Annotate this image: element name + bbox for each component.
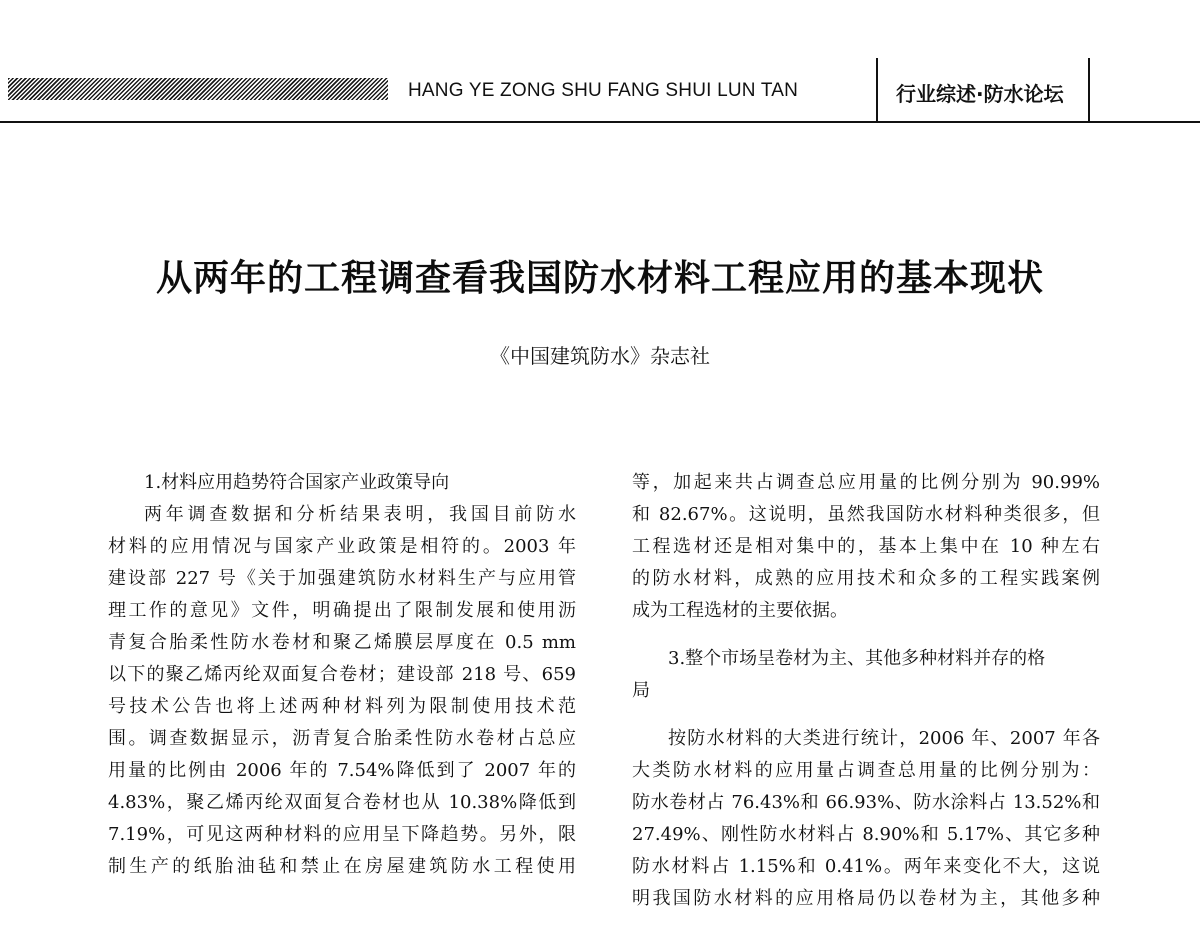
paragraph-line: 材料的应用情况与国家产业政策是相符的。2003 年 (108, 536, 576, 557)
paragraph-line: 制生产的纸胎油毡和禁止在房屋建筑防水工程使用 (108, 856, 576, 877)
header-divider (876, 58, 878, 122)
paragraph-line: 建设部 227 号《关于加强建筑防水材料生产与应用管 (108, 568, 576, 589)
paragraph-line: 成为工程选材的主要依据。 (632, 600, 848, 621)
paragraph-gap (632, 627, 1100, 643)
paragraph-line: 青复合胎柔性防水卷材和聚乙烯膜层厚度在 0.5 mm (108, 632, 576, 653)
paragraph-line: 工程选材还是相对集中的，基本上集中在 10 种左右 (632, 536, 1100, 557)
paragraph-line: 明我国防水材料的应用格局仍以卷材为主，其他多种 (632, 888, 1100, 909)
paragraph-line: 的防水材料，成熟的应用技术和众多的工程实践案例 (632, 568, 1100, 589)
page-header (0, 0, 1200, 130)
paragraph-line: 防水卷材占 76.43%和 66.93%、防水涂料占 13.52%和 (632, 792, 1100, 813)
paragraph-line: 号技术公告也将上述两种材料列为限制使用技术范 (108, 696, 576, 717)
paragraph-line: 围。调查数据显示，沥青复合胎柔性防水卷材占总应 (108, 728, 576, 749)
right-column (632, 467, 1100, 915)
header-divider-right (1088, 58, 1090, 122)
paragraph-line: 以下的聚乙烯丙纶双面复合卷材；建设部 218 号、659 (108, 664, 576, 685)
paragraph-line: 防水材料占 1.15%和 0.41%。两年来变化不大，这说 (632, 856, 1100, 877)
paragraph-line: 两年调查数据和分析结果表明，我国目前防水 (144, 504, 576, 525)
article-byline: 《中国建筑防水》杂志社 (490, 344, 710, 368)
article-title: 从两年的工程调查看我国防水材料工程应用的基本现状 (155, 257, 1044, 299)
paragraph-line: 等，加起来共占调查总应用量的比例分别为 90.99% (632, 472, 1100, 493)
header-hatch-decoration (8, 78, 388, 100)
paragraph-gap (632, 707, 1100, 723)
paragraph-line: 用量的比例由 2006 年的 7.54%降低到了 2007 年的 (108, 760, 576, 781)
paragraph-line: 和 82.67%。这说明，虽然我国防水材料种类很多，但 (632, 504, 1100, 525)
paragraph-line: 27.49%、刚性防水材料占 8.90%和 5.17%、其它多种 (632, 824, 1100, 845)
section-heading-1: 1.材料应用趋势符合国家产业政策导向 (144, 472, 450, 493)
paragraph-line: 大类防水材料的应用量占调查总用量的比例分别为： (632, 760, 1100, 781)
paragraph-line: 4.83%，聚乙烯丙纶双面复合卷材也从 10.38%降低到 (108, 792, 576, 813)
section-heading-3: 3.整个市场呈卷材为主、其他多种材料并存的格 (668, 648, 1046, 669)
section-heading-3-continued: 局 (632, 680, 650, 701)
header-rule (0, 121, 1200, 123)
header-section-chinese: 行业综述·防水论坛 (896, 82, 1064, 106)
header-section-english: HANG YE ZONG SHU FANG SHUI LUN TAN (408, 80, 799, 101)
left-column (108, 467, 576, 883)
paragraph-line: 7.19%，可见这两种材料的应用呈下降趋势。另外，限 (108, 824, 576, 845)
paragraph-line: 理工作的意见》文件，明确提出了限制发展和使用沥 (108, 600, 576, 621)
paragraph-line: 按防水材料的大类进行统计，2006 年、2007 年各 (668, 728, 1100, 749)
